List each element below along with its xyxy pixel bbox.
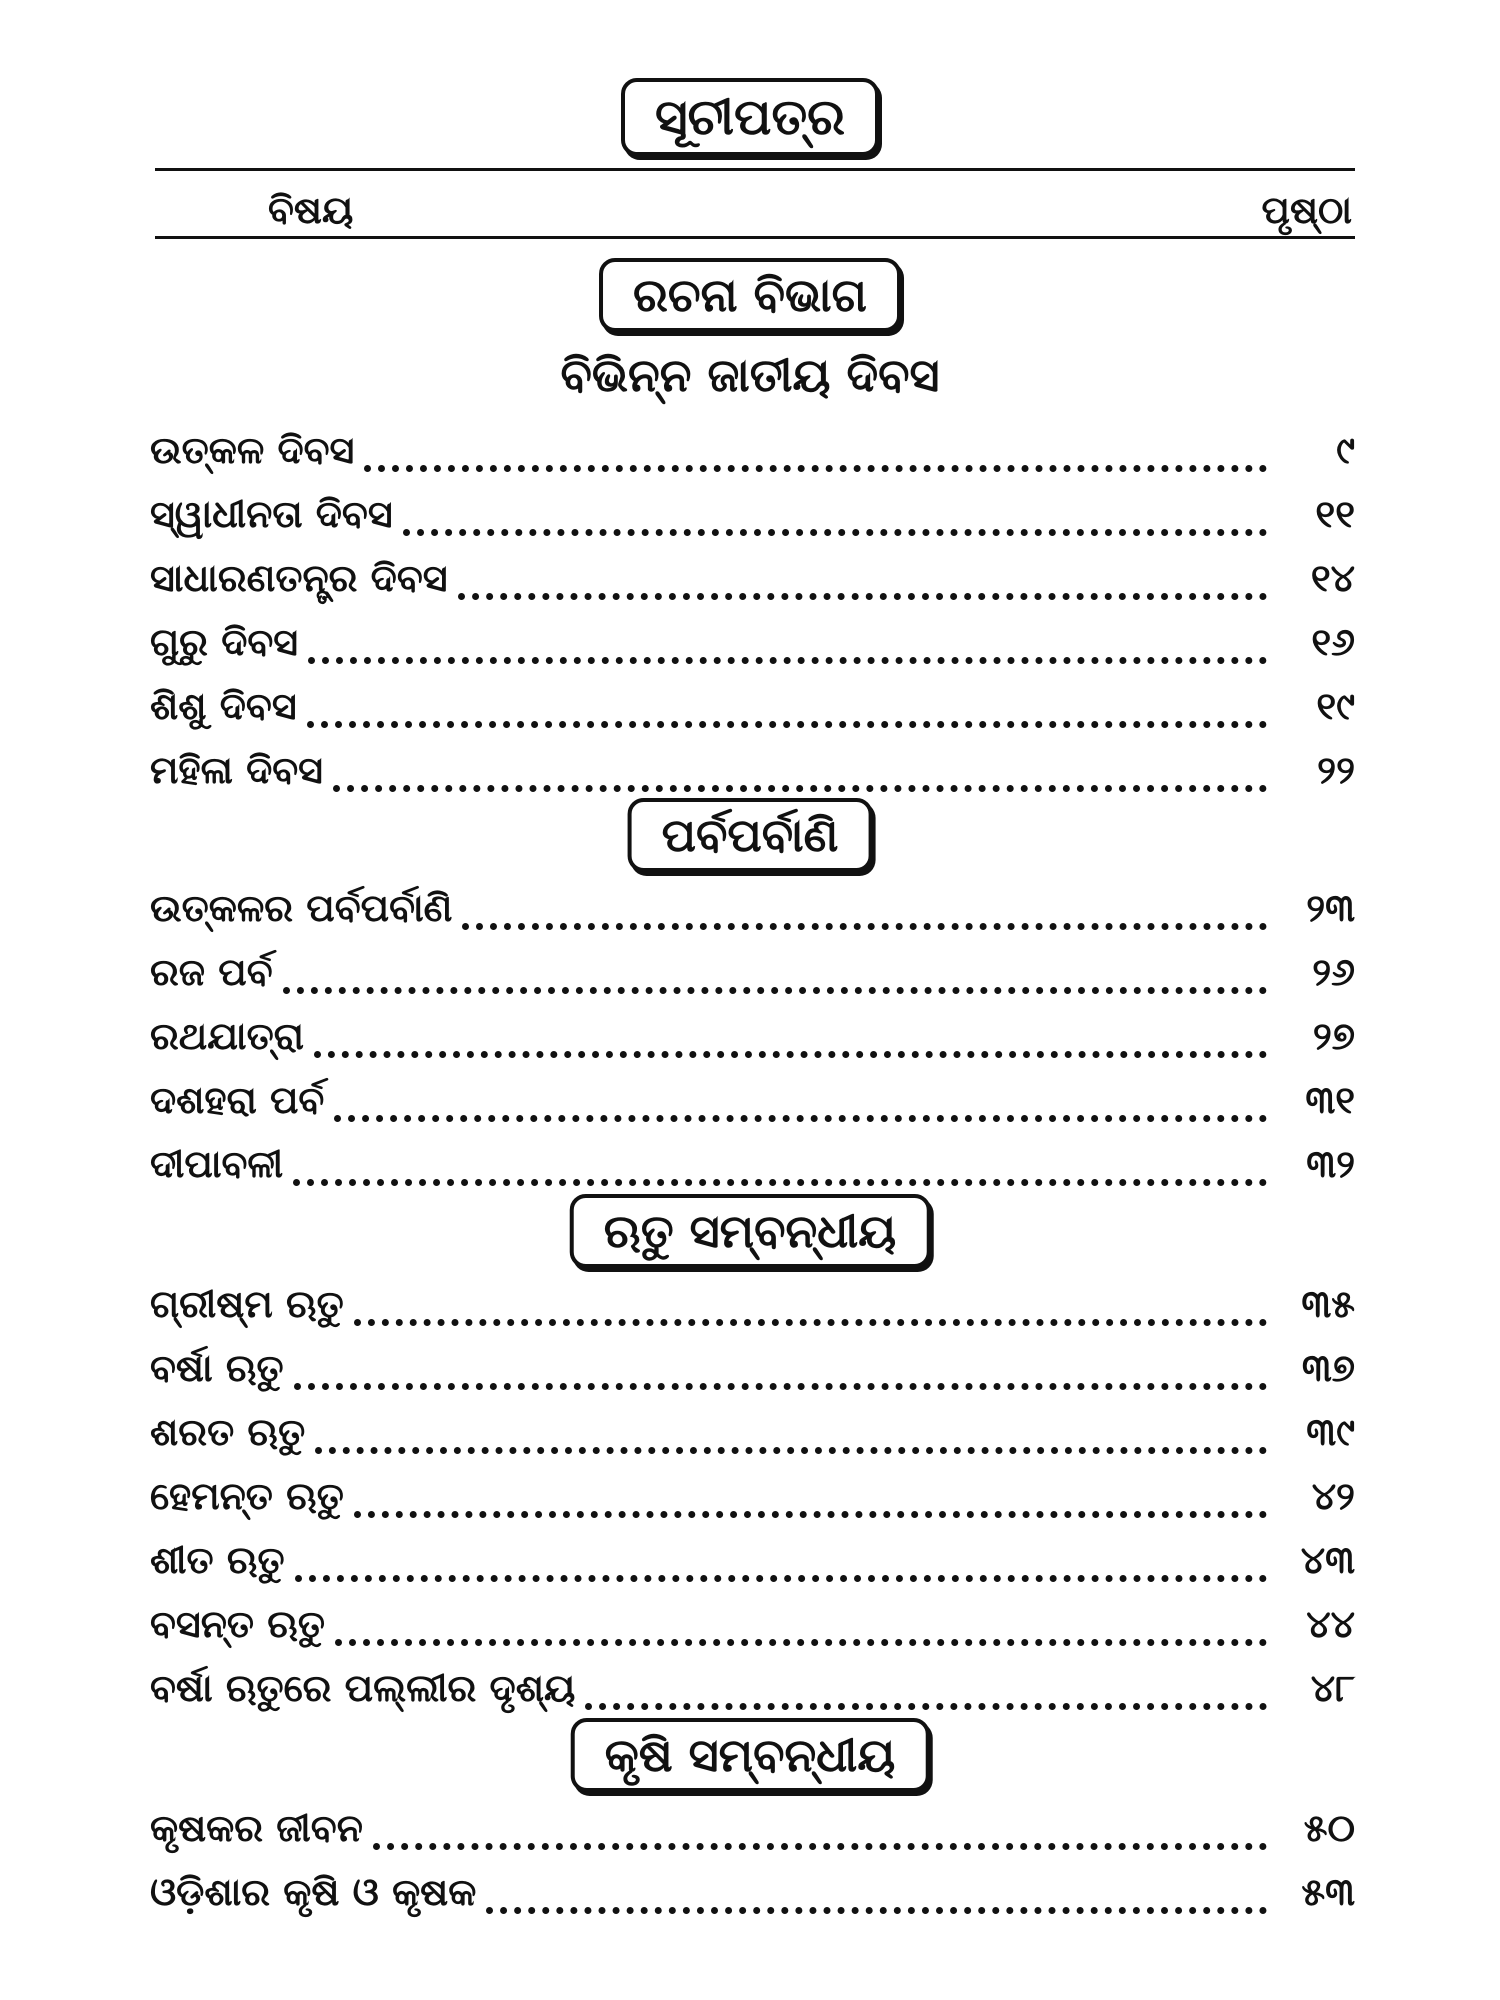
entry-title: ଦଶହରା ପର୍ବ [150,1078,325,1122]
part-title: ରଚନା ବିଭାଗ [599,258,901,332]
entry-page: ୫୩ [1301,1870,1355,1914]
dot-leader [314,1051,1267,1058]
section-heading: ଋତୁ ସମ୍ବନ୍ଧୀୟ [570,1194,931,1268]
entry-title: ମହିଳା ଦିବସ [150,748,323,792]
toc-entry[interactable] [150,950,1355,1006]
entry-page: ୪୮ [1310,1666,1355,1710]
toc-entry[interactable] [150,1078,1355,1134]
entry-page: ୨୨ [1317,748,1355,792]
section-heading: କୃଷି ସମ୍ବନ୍ଧୀୟ [571,1718,930,1792]
entry-title: ସ୍ୱାଧୀନତା ଦିବସ [150,492,393,536]
entry-page: ୩୫ [1301,1282,1355,1326]
entry-title: ଉତ୍କଳ ଦିବସ [150,428,355,472]
toc-entry[interactable] [150,556,1355,612]
toc-entry[interactable] [150,1870,1355,1926]
entry-title: ସାଧାରଣତନ୍ତ୍ର ଦିବସ [150,556,448,600]
dot-leader [354,1319,1267,1326]
entry-title: ବର୍ଷା ଋତୁ [150,1346,284,1390]
entry-page: ୩୧ [1305,1078,1355,1122]
dot-leader [403,529,1267,536]
column-subject-label: ବିଷୟ [268,188,354,232]
dot-leader [486,1907,1267,1914]
toc-entry[interactable] [150,428,1355,484]
entry-title: ଶୀତ ଋତୁ [150,1538,285,1582]
entry-title: ଶରତ ଋତୁ [150,1410,306,1454]
dot-leader [315,1447,1267,1454]
toc-entry[interactable] [150,1666,1355,1722]
entry-title: ରଥଯାତ୍ରା [150,1014,304,1058]
entry-title: ହେମନ୍ତ ଋତୁ [150,1474,344,1518]
toc-entry[interactable] [150,1142,1355,1198]
dot-leader [333,785,1267,792]
toc-entry[interactable] [150,1282,1355,1338]
entry-page: ୯ [1336,428,1355,472]
entry-title: ଓଡ଼ିଶାର କୃଷି ଓ କୃଷକ [150,1870,477,1914]
dot-leader [293,1179,1267,1186]
entry-title: ବସନ୍ତ ଋତୁ [150,1602,325,1646]
entry-page: ୨୭ [1312,1014,1355,1058]
dot-leader [373,1843,1267,1850]
entry-page: ୩୭ [1301,1346,1355,1390]
toc-entry[interactable] [150,886,1355,942]
toc-entry[interactable] [150,1014,1355,1070]
entry-title: ଗୁରୁ ଦିବସ [150,620,299,664]
section-heading: ବିଭିନ୍ନ ଜାତୀୟ ଦିବସ [560,348,940,402]
entry-page: ୫୦ [1303,1806,1355,1850]
entry-title: ଦୀପାବଳୀ [150,1142,284,1186]
dot-leader [294,1383,1267,1390]
toc-entry[interactable] [150,1806,1355,1862]
header-rule-bottom [155,236,1355,239]
dot-leader [458,593,1267,600]
toc-entry[interactable] [150,1346,1355,1402]
section-heading: ପର୍ବପର୍ବାଣି [628,798,873,872]
dot-leader [307,721,1267,728]
entry-page: ୪୪ [1306,1602,1355,1646]
toc-entry[interactable] [150,748,1355,804]
dot-leader [295,1575,1267,1582]
dot-leader [335,1639,1267,1646]
entry-page: ୩୨ [1306,1142,1355,1186]
toc-entry[interactable] [150,1474,1355,1530]
entry-page: ୧୪ [1310,556,1355,600]
dot-leader [462,923,1267,930]
dot-leader [585,1703,1267,1710]
column-page-label: ପୃଷ୍ଠା [1261,188,1352,232]
toc-entry[interactable] [150,492,1355,548]
toc-entry[interactable] [150,1410,1355,1466]
entry-page: ୧୧ [1315,492,1355,536]
entry-page: ୨୬ [1312,950,1355,994]
toc-entry[interactable] [150,1602,1355,1658]
entry-title: ବର୍ଷା ଋତୁରେ ପଲ୍ଲୀର ଦୃଶ୍ୟ [150,1666,576,1710]
entry-page: ୩୯ [1306,1410,1355,1454]
dot-leader [308,657,1267,664]
header-rule-top [155,168,1355,171]
entry-page: ୧୬ [1311,620,1355,664]
entry-title: ରଜ ପର୍ବ [150,950,273,994]
dot-leader [354,1511,1267,1518]
entry-title: କୃଷକର ଜୀବନ [150,1806,363,1850]
dot-leader [364,465,1267,472]
entry-title: ଗ୍ରୀଷ୍ମ ଋତୁ [150,1282,344,1326]
page-title: ସୂଚୀପତ୍ର [621,78,879,156]
dot-leader [334,1115,1267,1122]
toc-entry[interactable] [150,684,1355,740]
dot-leader [283,987,1267,994]
toc-entry[interactable] [150,620,1355,676]
entry-page: ୧୯ [1316,684,1355,728]
entry-title: ଶିଶୁ ଦିବସ [150,684,297,728]
entry-title: ଉତ୍କଳର ପର୍ବପର୍ବାଣି [150,886,453,930]
entry-page: ୪୨ [1311,1474,1355,1518]
entry-page: ୪୩ [1300,1538,1355,1582]
entry-page: ୨୩ [1306,886,1355,930]
toc-entry[interactable] [150,1538,1355,1594]
